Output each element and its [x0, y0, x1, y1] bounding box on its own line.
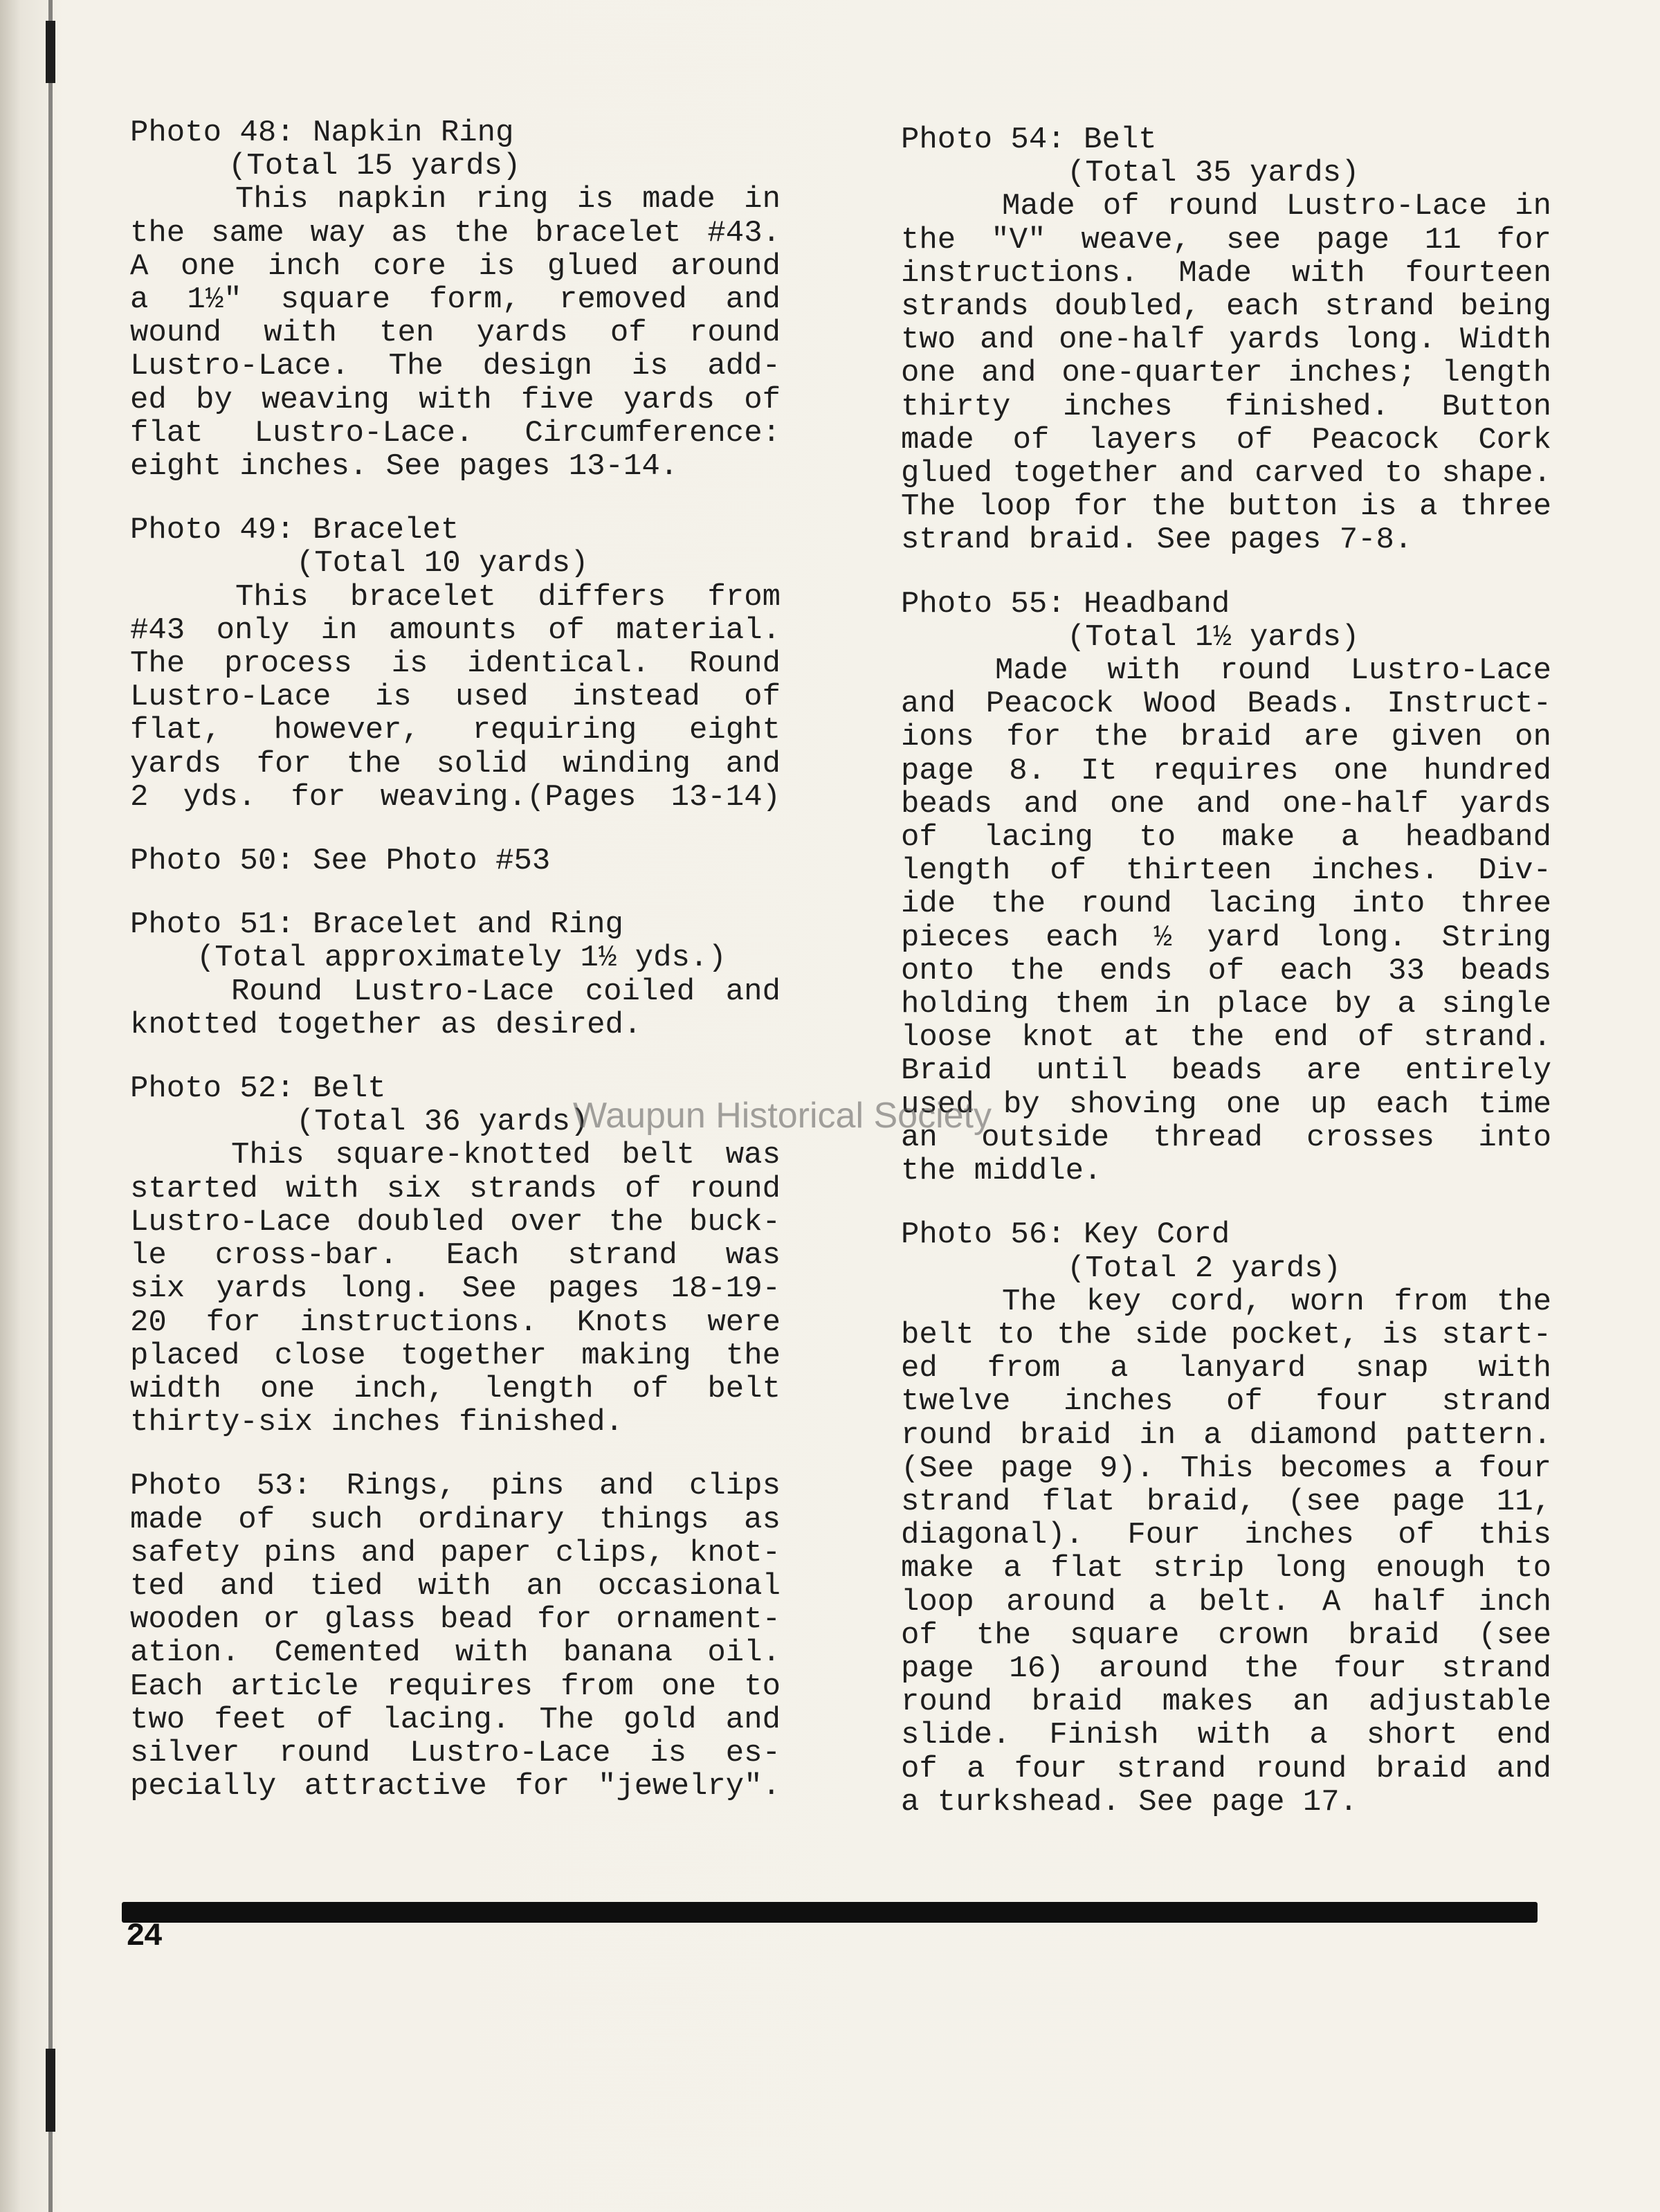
page-number: 24 [126, 1919, 162, 1955]
text-line: instructions. Made with fourteen [901, 255, 1551, 291]
text-line: ions for the braid are given on [901, 720, 1551, 755]
text-entry [901, 1218, 1551, 1819]
text-line: loop around a belt. A half inch [901, 1584, 1551, 1620]
text-line: Lustro-Lace. The design is add- [130, 349, 781, 384]
text-line: The key cord, worn from the [1002, 1284, 1551, 1319]
text-line: Lustro-Lace is used instead of [130, 680, 781, 715]
text-line: round braid makes an adjustable [901, 1685, 1551, 1720]
text-line: Each article requires from one to [130, 1669, 781, 1704]
text-entry [130, 514, 781, 814]
text-line: one and one-quarter inches; length [901, 356, 1551, 391]
text-line: A one inch core is glued around [130, 248, 781, 284]
text-line: Lustro-Lace doubled over the buck- [130, 1204, 781, 1240]
left-text-column [130, 116, 781, 1803]
text-line: This square-knotted belt was [231, 1138, 781, 1173]
text-line: page 16) around the four strand [901, 1651, 1551, 1686]
text-line: The loop for the button is a three [901, 489, 1551, 525]
text-line: page 8. It requires one hundred [901, 753, 1551, 788]
binding-edge [48, 0, 53, 2212]
text-line: (Total 2 yards) [1067, 1251, 1342, 1286]
text-line: loose knot at the end of strand. [901, 1020, 1551, 1055]
text-line: Made of round Lustro-Lace in [1002, 189, 1551, 224]
text-line: six yards long. See pages 18-19- [130, 1271, 781, 1307]
text-entry [901, 588, 1551, 1188]
text-line: of lacing to make a headband [901, 820, 1551, 855]
text-line: (Total approximately 1½ yds.) [197, 941, 727, 976]
text-line: an outside thread crosses into [901, 1120, 1551, 1155]
entry-heading: Photo 50: See Photo #53 [130, 844, 551, 879]
text-line: This napkin ring is made in [235, 182, 781, 217]
entry-heading: Photo 52: Belt [130, 1071, 386, 1107]
binding-mark [46, 2049, 55, 2132]
text-line: #43 only in amounts of material. [130, 613, 781, 648]
text-line: le cross-bar. Each strand was [130, 1238, 781, 1273]
text-line: make a flat strip long enough to [901, 1551, 1551, 1586]
text-line: a turkshead. See page 17. [901, 1784, 1358, 1820]
text-entry [130, 844, 781, 878]
text-line: slide. Finish with a short end [901, 1718, 1551, 1753]
text-line: Round Lustro-Lace coiled and [231, 974, 781, 1009]
text-entry [130, 1469, 781, 1803]
text-line: pecially attractive for "jewelry". [130, 1769, 781, 1804]
text-line: (See page 9). This becomes a four [901, 1451, 1551, 1486]
text-line: of the square crown braid (see [901, 1617, 1551, 1653]
text-line: of a four strand round braid and [901, 1751, 1551, 1786]
text-line: used by shoving one up each time [901, 1087, 1551, 1122]
text-entry [130, 116, 781, 483]
text-line: Photo 53: Rings, pins and clips [130, 1469, 781, 1504]
text-line: (Total 10 yards) [296, 546, 589, 581]
text-line: beads and one and one-half yards [901, 786, 1551, 822]
text-line: strands doubled, each strand being [901, 289, 1551, 325]
text-line: ide the round lacing into three [901, 887, 1551, 922]
text-line: thirty-six inches finished. [130, 1405, 623, 1440]
text-line: wound with ten yards of round [130, 316, 781, 351]
text-line: round braid in a diamond pattern. [901, 1417, 1551, 1453]
text-line: strand braid. See pages 7-8. [901, 523, 1413, 558]
text-line: width one inch, length of belt [130, 1371, 781, 1406]
text-line: the middle. [901, 1154, 1102, 1189]
watermark: Waupun Historical Society [573, 1096, 992, 1136]
entry-heading: Photo 49: Bracelet [130, 513, 459, 548]
text-line: belt to the side pocket, is start- [901, 1317, 1551, 1352]
text-line: 2 yds. for weaving.(Pages 13-14) [130, 779, 781, 815]
text-line: (Total 1½ yards) [1067, 619, 1360, 655]
entry-heading: Photo 54: Belt [901, 123, 1157, 157]
text-line: strand flat braid, (see page 11, [901, 1484, 1551, 1519]
text-line: and Peacock Wood Beads. Instruct- [901, 687, 1551, 722]
text-line: thirty inches finished. Button [901, 389, 1551, 424]
text-line: 20 for instructions. Knots were [130, 1305, 781, 1340]
text-line: The process is identical. Round [130, 646, 781, 682]
text-line: ted and tied with an occasional [130, 1568, 781, 1604]
text-line: flat, however, requiring eight [130, 713, 781, 748]
text-line: onto the ends of each 33 beads [901, 953, 1551, 988]
text-line: glued together and carved to shape. [901, 456, 1551, 491]
text-line: two feet of lacing. The gold and [130, 1702, 781, 1737]
page-footer-rule [122, 1902, 1538, 1923]
text-line: made of layers of Peacock Cork [901, 422, 1551, 457]
text-entry [130, 908, 781, 1042]
text-line: pieces each ½ yard long. String [901, 920, 1551, 955]
text-line: safety pins and paper clips, knot- [130, 1535, 781, 1570]
right-text-column [901, 123, 1551, 1819]
entry-heading: Photo 55: Headband [901, 586, 1230, 622]
text-line: (Total 36 yards) [296, 1105, 589, 1140]
text-line: (Total 35 yards) [1067, 156, 1360, 191]
binding-mark [46, 21, 55, 83]
text-line: the same way as the bracelet #43. [130, 215, 781, 251]
text-line: a 1½" square form, removed and [130, 282, 781, 318]
text-line: made of such ordinary things as [130, 1502, 781, 1537]
text-line: yards for the solid winding and [130, 746, 781, 781]
text-line: silver round Lustro-Lace is es- [130, 1735, 781, 1770]
text-line: twelve inches of four strand [901, 1384, 1551, 1420]
entry-heading: Photo 48: Napkin Ring [130, 116, 514, 150]
text-line: Made with round Lustro-Lace [995, 653, 1551, 689]
text-line: length of thirteen inches. Div- [901, 853, 1551, 889]
text-line: wooden or glass bead for ornament- [130, 1602, 781, 1638]
text-line: diagonal). Four inches of this [901, 1518, 1551, 1553]
entry-heading: Photo 56: Key Cord [901, 1217, 1230, 1253]
text-line: (Total 15 yards) [228, 149, 521, 184]
text-line: ed from a lanyard snap with [901, 1351, 1551, 1386]
text-line: ation. Cemented with banana oil. [130, 1635, 781, 1671]
text-line: the "V" weave, see page 11 for [901, 222, 1551, 257]
text-line: knotted together as desired. [130, 1007, 642, 1042]
text-line: eight inches. See pages 13-14. [130, 449, 679, 484]
text-line: two and one-half yards long. Width [901, 323, 1551, 358]
text-line: started with six strands of round [130, 1171, 781, 1206]
text-entry [901, 123, 1551, 557]
text-line: placed close together making the [130, 1338, 781, 1373]
text-line: Braid until beads are entirely [901, 1053, 1551, 1089]
text-line: ed by weaving with five yards of [130, 382, 781, 417]
text-line: flat Lustro-Lace. Circumference: [130, 415, 781, 451]
text-line: This bracelet differs from [235, 579, 781, 615]
entry-heading: Photo 51: Bracelet and Ring [130, 907, 623, 943]
text-line: holding them in place by a single [901, 987, 1551, 1022]
